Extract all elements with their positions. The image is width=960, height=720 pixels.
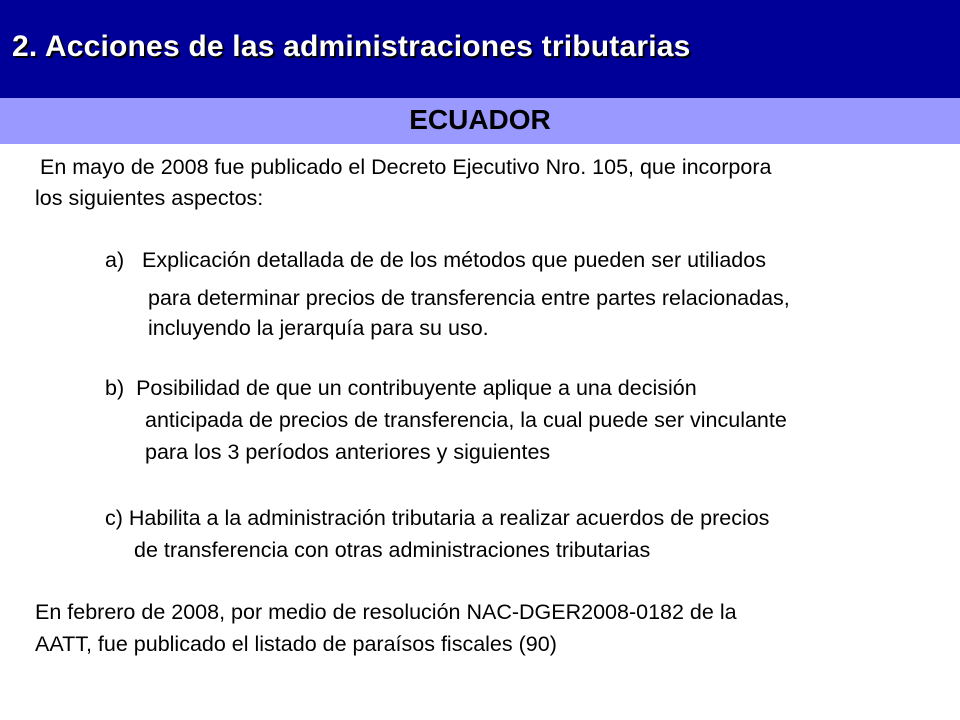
list-item-line: a) Explicación detallada de de los métodos que pueden ser utiliados — [105, 248, 766, 272]
list-item-line: de transferencia con otras administraciones tributarias — [134, 538, 651, 562]
country-heading: ECUADOR — [409, 104, 551, 135]
intro-line: los siguientes aspectos: — [35, 186, 264, 210]
closing-line: En febrero de 2008, por medio de resolución NAC-DGER2008-0182 de la — [35, 600, 737, 624]
list-item-line: c) Habilita a la administración tributaria a realizar acuerdos de precios — [105, 506, 770, 530]
list-item-line: para los 3 períodos anteriores y siguientes — [145, 440, 551, 464]
list-item-line: b) Posibilidad de que un contribuyente aplique a una decisión — [105, 376, 697, 400]
slide-title: 2. Acciones de las administraciones tributarias — [12, 30, 691, 63]
intro-line: En mayo de 2008 fue publicado el Decreto Ejecutivo Nro. 105, que incorpora — [40, 155, 772, 179]
list-item-line: para determinar precios de transferencia entre partes relacionadas, — [148, 286, 790, 310]
closing-line: AATT, fue publicado el listado de paraísos fiscales (90) — [35, 632, 557, 656]
list-item-line: incluyendo la jerarquía para su uso. — [148, 316, 489, 340]
list-item-line: anticipada de precios de transferencia, la cual puede ser vinculante — [145, 408, 787, 432]
